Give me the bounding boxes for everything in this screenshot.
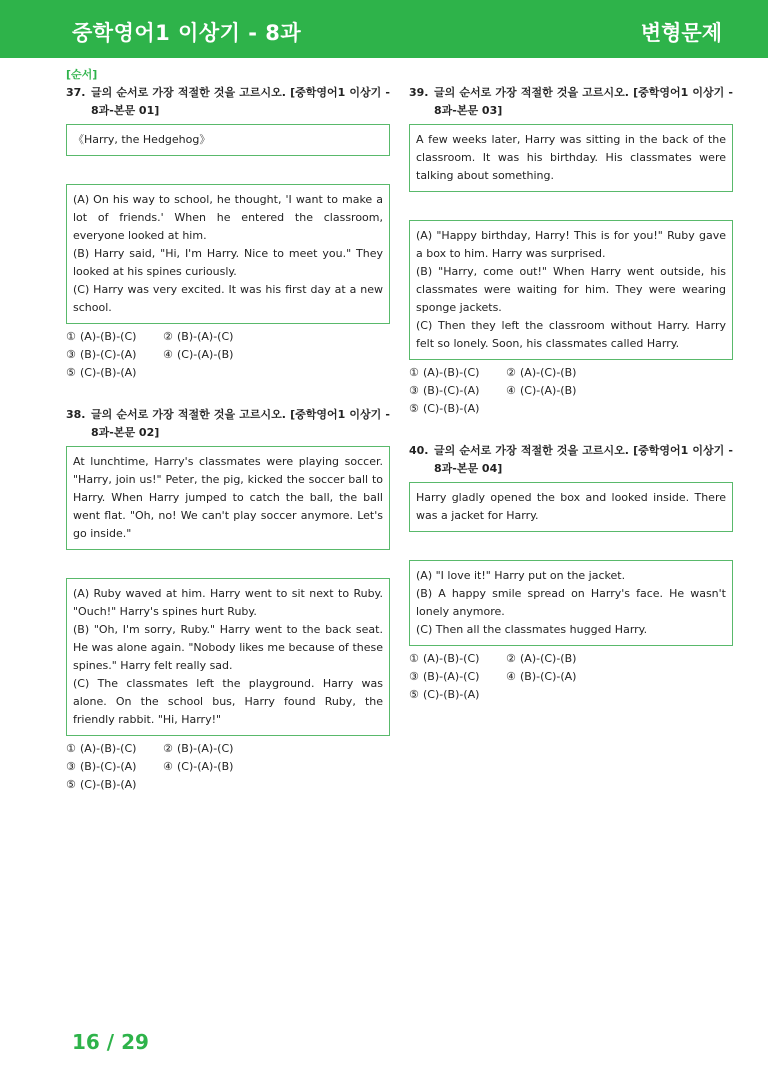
items-box	[409, 220, 733, 360]
items-box	[66, 578, 390, 736]
item-c: (C) The classmates left the playground. Harry was alone. On the school bus, Harry found Ruby, the friendly rabbit. "Hi, Harry!"	[73, 677, 383, 726]
section-tag: [순서]	[66, 68, 98, 81]
question-prompt	[409, 442, 733, 478]
answer-choices	[66, 328, 390, 382]
item-c: (C) Harry was very excited. It was his first day at a new school.	[73, 283, 383, 314]
item-b: (B) "Oh, I'm sorry, Ruby." Harry went to the back seat. He was alone again. "Nobody likes me because of these spines." Harry felt really sad.	[73, 623, 383, 672]
question-prompt	[66, 84, 390, 120]
left-column	[66, 66, 390, 794]
question-38	[66, 406, 390, 794]
question-text: 글의 순서로 가장 적절한 것을 고르시오. [중학영어1 이상기 - 8과-본문 02]	[91, 408, 390, 439]
choice-5[interactable]: ⑤ (C)-(B)-(A)	[66, 778, 137, 791]
intro-box	[66, 124, 390, 156]
item-a: (A) "Happy birthday, Harry! This is for you!" Ruby gave a box to him. Harry was surprised.	[416, 229, 726, 260]
item-b: (B) A happy smile spread on Harry's face. He wasn't lonely anymore.	[416, 587, 726, 618]
choice-2[interactable]: ② (B)-(A)-(C)	[163, 742, 234, 755]
page-header	[0, 0, 768, 58]
choice-3[interactable]: ③ (B)-(C)-(A)	[66, 760, 137, 773]
question-prompt	[409, 84, 733, 120]
choice-1[interactable]: ① (A)-(B)-(C)	[409, 652, 480, 665]
item-a: (A) On his way to school, he thought, 'I want to make a lot of friends.' When he entered the classroom, everyone looked at him.	[73, 193, 383, 242]
intro-text: At lunchtime, Harry's classmates were playing soccer. "Harry, join us!" Peter, the pig, kicked the soccer ball to Harry. When Harry jumped to catch the ball, the ball went flat. "Oh, no! We can't play soccer anymore. Let's go inside."	[73, 455, 383, 540]
choice-3[interactable]: ③ (B)-(A)-(C)	[409, 670, 480, 683]
item-b: (B) Harry said, "Hi, I'm Harry. Nice to meet you." They looked at his spines curiously.	[73, 247, 383, 278]
question-text: 글의 순서로 가장 적절한 것을 고르시오. [중학영어1 이상기 - 8과-본문 03]	[434, 86, 733, 117]
intro-text: Harry gladly opened the box and looked inside. There was a jacket for Harry.	[416, 491, 726, 522]
choice-1[interactable]: ① (A)-(B)-(C)	[66, 330, 137, 343]
intro-box	[66, 446, 390, 550]
answer-choices	[409, 650, 733, 704]
page-title: 중학영어1 이상기 - 8과	[72, 21, 302, 45]
question-number: 38.	[66, 408, 86, 421]
answer-choices	[66, 740, 390, 794]
choice-1[interactable]: ① (A)-(B)-(C)	[409, 366, 480, 379]
choice-4[interactable]: ④ (C)-(A)-(B)	[506, 384, 577, 397]
question-prompt	[66, 406, 390, 442]
question-text: 글의 순서로 가장 적절한 것을 고르시오. [중학영어1 이상기 - 8과-본문 01]	[91, 86, 390, 117]
item-c: (C) Then all the classmates hugged Harry.	[416, 623, 648, 636]
choice-5[interactable]: ⑤ (C)-(B)-(A)	[409, 402, 480, 415]
question-number: 37.	[66, 86, 86, 99]
answer-choices	[409, 364, 733, 418]
item-a: (A) Ruby waved at him. Harry went to sit next to Ruby. "Ouch!" Harry's spines hurt Ruby.	[73, 587, 383, 618]
choice-1[interactable]: ① (A)-(B)-(C)	[66, 742, 137, 755]
question-number: 40.	[409, 444, 429, 457]
choice-3[interactable]: ③ (B)-(C)-(A)	[66, 348, 137, 361]
item-a: (A) "I love it!" Harry put on the jacket.	[416, 569, 626, 582]
intro-text: 《Harry, the Hedgehog》	[73, 133, 211, 146]
intro-text: A few weeks later, Harry was sitting in the back of the classroom. It was his birthday. His classmates were talking about something.	[416, 133, 726, 182]
choice-3[interactable]: ③ (B)-(C)-(A)	[409, 384, 480, 397]
choice-2[interactable]: ② (A)-(C)-(B)	[506, 366, 577, 379]
question-number: 39.	[409, 86, 429, 99]
choice-5[interactable]: ⑤ (C)-(B)-(A)	[409, 688, 480, 701]
header-label: 변형문제	[640, 21, 722, 45]
items-box	[409, 560, 733, 646]
intro-box	[409, 124, 733, 192]
page-number: 16 / 29	[72, 1030, 149, 1054]
choice-2[interactable]: ② (B)-(A)-(C)	[163, 330, 234, 343]
question-39	[409, 84, 733, 418]
intro-box	[409, 482, 733, 532]
item-b: (B) "Harry, come out!" When Harry went outside, his classmates were waiting for him. They were wearing sponge jackets.	[416, 265, 726, 314]
choice-5[interactable]: ⑤ (C)-(B)-(A)	[66, 366, 137, 379]
question-40	[409, 442, 733, 704]
question-text: 글의 순서로 가장 적절한 것을 고르시오. [중학영어1 이상기 - 8과-본문 04]	[434, 444, 733, 475]
item-c: (C) Then they left the classroom without Harry. Harry felt so lonely. Soon, his classmates called Harry.	[416, 319, 726, 350]
items-box	[66, 184, 390, 324]
choice-4[interactable]: ④ (B)-(C)-(A)	[506, 670, 577, 683]
right-column	[409, 84, 733, 704]
question-37	[66, 84, 390, 382]
choice-4[interactable]: ④ (C)-(A)-(B)	[163, 348, 234, 361]
choice-4[interactable]: ④ (C)-(A)-(B)	[163, 760, 234, 773]
choice-2[interactable]: ② (A)-(C)-(B)	[506, 652, 577, 665]
